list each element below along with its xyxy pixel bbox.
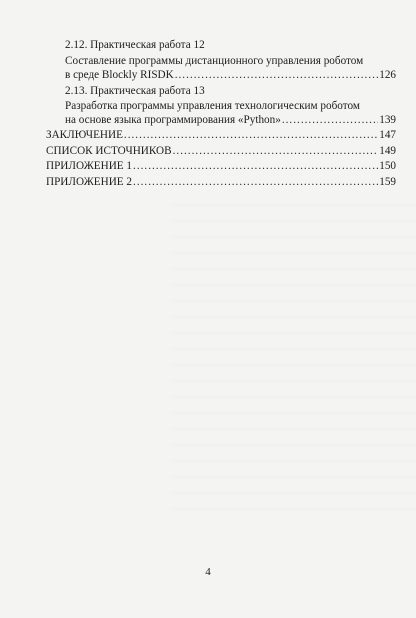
leader-dots	[133, 159, 378, 173]
toc-entry-2-12-line2: в среде Blockly RISDK	[65, 69, 174, 81]
toc-entry-2-13-line1: Разработка программы управления технологическим роботом	[65, 100, 360, 112]
toc-appendix1-label: ПРИЛОЖЕНИЕ 1	[46, 160, 133, 172]
toc-conclusion-page: 147	[379, 129, 396, 141]
toc-sources-label: СПИСОК ИСТОЧНИКОВ	[46, 145, 172, 157]
leader-dots	[124, 128, 378, 142]
leader-dots	[173, 144, 379, 158]
leader-dots	[282, 113, 378, 127]
leader-dots	[175, 68, 379, 82]
toc-entry-2-12-page: 126	[379, 69, 396, 81]
toc-appendix2-page: 159	[379, 176, 396, 188]
toc-entry-2-13-page: 139	[379, 114, 396, 126]
toc-conclusion-row	[46, 128, 396, 142]
page-number: 4	[205, 566, 211, 578]
bleed-through-text	[170, 190, 416, 520]
toc-entry-2-13-row	[65, 113, 396, 127]
toc-appendix2-label: ПРИЛОЖЕНИЕ 2	[46, 176, 133, 188]
toc-entry-2-12-row	[65, 68, 396, 82]
toc-entry-2-13-title: 2.13. Практическая работа 13	[65, 85, 205, 97]
toc-appendix2-row	[46, 175, 396, 189]
toc-entry-2-12-title: 2.12. Практическая работа 12	[65, 39, 205, 51]
toc-sources-page: 149	[379, 145, 396, 157]
toc-sources-row	[46, 144, 396, 158]
toc-appendix1-row	[46, 159, 396, 173]
leader-dots	[133, 175, 378, 189]
toc-conclusion-label: ЗАКЛЮЧЕНИЕ	[46, 129, 123, 141]
toc-entry-2-13-line2: на основе языка программирования «Python»	[65, 114, 281, 126]
toc-entry-2-12-line1: Составление программы дистанционного управления роботом	[65, 55, 364, 67]
toc-appendix1-page: 150	[379, 160, 396, 172]
